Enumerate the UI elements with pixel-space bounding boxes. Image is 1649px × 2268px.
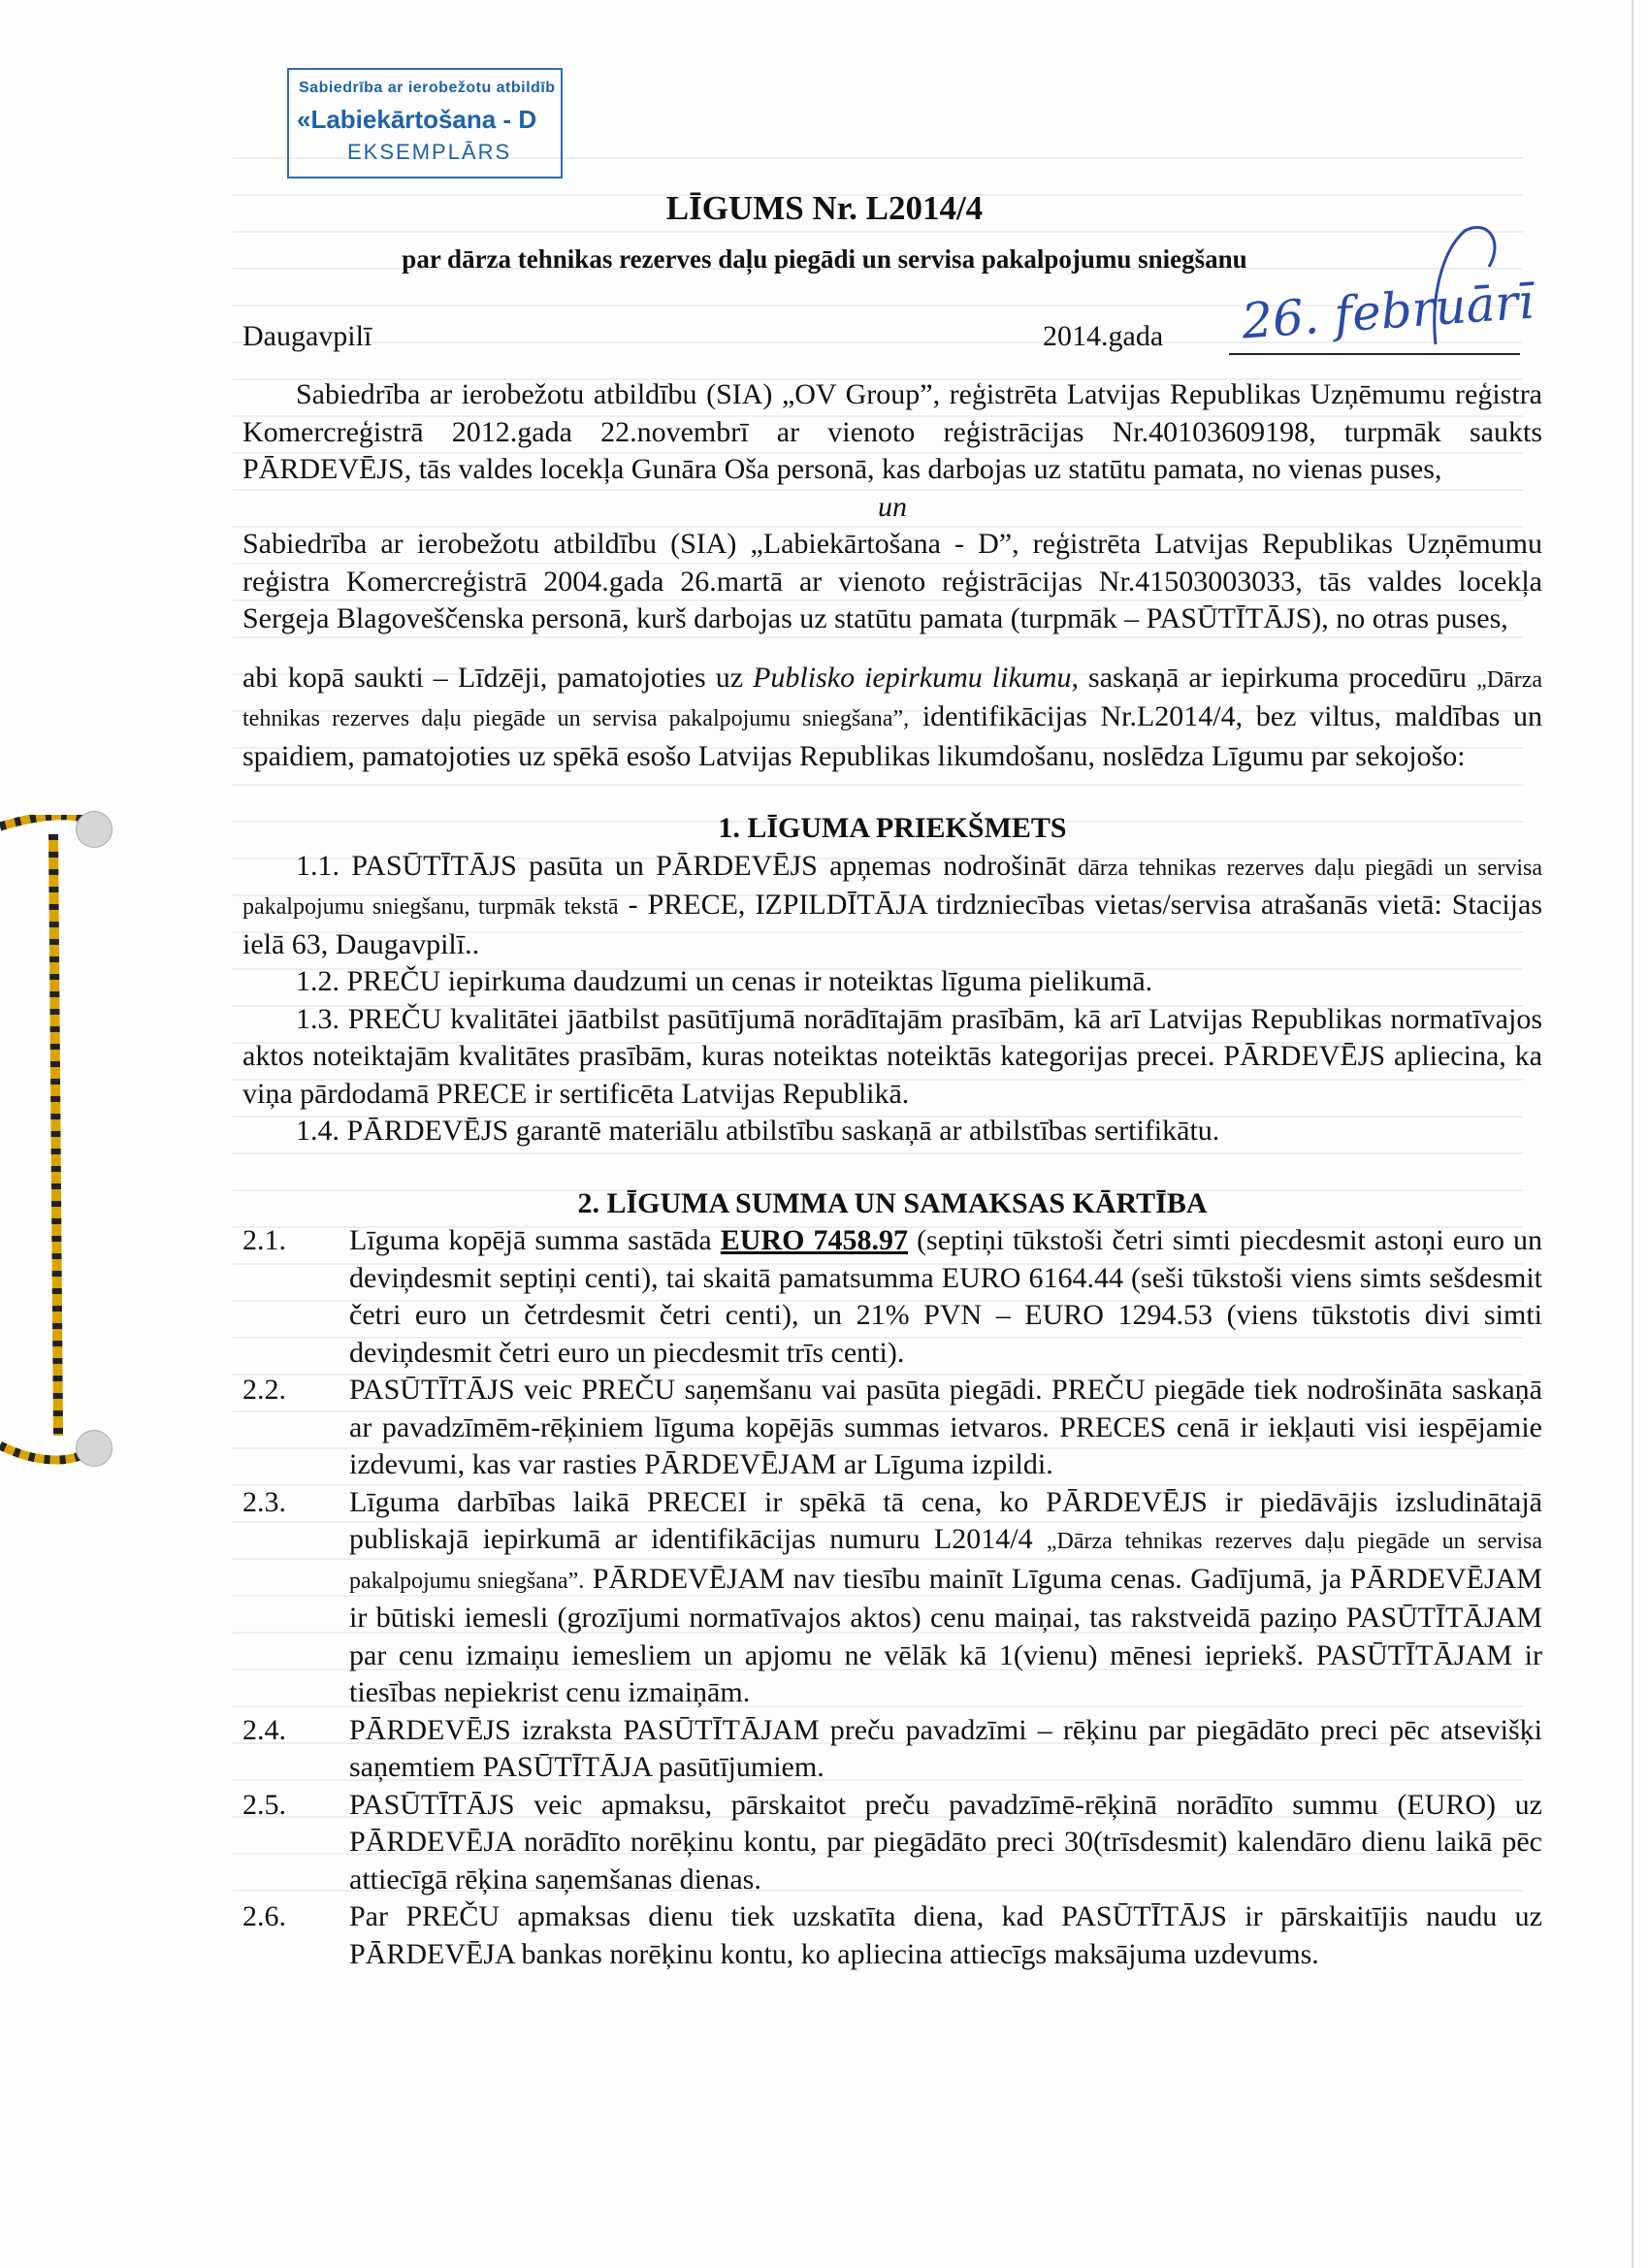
clause-1-1-small: dārza tehnikas rezerves daļu piegādi un servisa pakalpojumu sniegšanu, turpmāk tekstā: [242, 855, 1542, 920]
clause-number: 2.3.: [242, 1485, 286, 1518]
clause-number: 2.4.: [242, 1713, 286, 1746]
clause-2-1-text-b: (septiņi tūkstoši četri simti piecdesmit astoņi euro un deviņdesmit septiņi centi), tai skaitā pamatsumma EURO 6164.44 (seši tūkstoši viens simts sešdesmit četri euro un četrdesmit četri centi), un 21% PVN – EURO 1294.53 (viens tūkstotis divi simti deviņdesmit četri euro un piecdesmit trīs centi).: [349, 1224, 1542, 1369]
binding-ribbon: [0, 815, 116, 1474]
company-stamp: [287, 68, 563, 178]
clause-1-3: 1.3. PREČU kvalitātei jāatbilst pasūtījumā norādītajām prasībām, kā arī Latvijas Republikas normatīvajos aktos noteiktajām kvalitātes prasībām, kuras noteiktas noteiktās kategorijas precei. PĀRDEVĒJS apliecina, ka viņa pārdodamā PRECE ir sertificēta Latvijas Republikā.: [242, 1002, 1542, 1110]
stamp-line-1: Sabiedrība ar ierobežotu atbildīb: [299, 80, 556, 96]
clause-2-1: [242, 1222, 1542, 1372]
clause-2-1-text-a: Līguma kopējā summa sastāda: [349, 1224, 721, 1256]
stamp-line-2: «Labiekārtošana - D: [297, 105, 537, 134]
clause-2-3: [242, 1484, 1542, 1712]
agreement-text-c: identifikācijas Nr.L2014/4, bez viltus, maldības un spaidiem, pamatojoties uz spēkā esošo Latvijas Republikas likumdošanu, noslēdza Līgumu par sekojošo:: [242, 700, 1542, 772]
procedure-name: „Dārza tehnikas rezerves daļu piegāde un servisa pakalpojumu sniegšana”,: [242, 666, 1543, 731]
clause-text: Par PREČU apmaksas dienu tiek uzskatīta diena, kad PASŪTĪTĀJS ir pārskaitījis naudu uz PĀRDEVĒJA bankas norēķinu kontu, ko apliecina attiecīgs maksājuma uzdevums.: [349, 1900, 1542, 1970]
contract-subtitle: par dārza tehnikas rezerves daļu piegādi un servisa pakalpojumu sniegšanu: [402, 244, 1247, 274]
date-underline: [1229, 353, 1520, 355]
section1-heading: 1. LĪGUMA PRIEKŠMETS: [718, 812, 1067, 844]
clause-2-2: [242, 1372, 1542, 1484]
clause-number: 2.1.: [242, 1224, 286, 1256]
clause-2-4: [242, 1712, 1542, 1787]
clause-text: PASŪTĪTĀJS veic apmaksu, pārskaitot preču pavadzīmē-rēķinā norādīto summu (EURO) uz PĀRDEVĒJA norādīto norēķinu kontu, par piegādāto preci 30(trīsdesmit) kalendāro dienu laikā pēc attiecīgā rēķina saņemšanas dienas.: [349, 1788, 1542, 1895]
contract-body: [242, 376, 1542, 1973]
section2-heading: 2. LĪGUMA SUMMA UN SAMAKSAS KĀRTĪBA: [577, 1186, 1208, 1219]
agreement-text-b: saskaņā ar iepirkuma procedūru: [1078, 661, 1477, 694]
clause-text: PASŪTĪTĀJS veic PREČU saņemšanu vai pasūta piegādi. PREČU piegāde tiek nodrošināta saskaņā ar pavadzīmēm-rēķiniem līguma kopējās summas ietvaros. PRECES cenā ir iekļauti visi iespējamie izdevumi, kas var rasties PĀRDEVĒJAM ar Līguma izpildi.: [349, 1374, 1542, 1480]
contract-date-prefix: 2014.gada: [1043, 320, 1164, 352]
clause-1-1: [242, 848, 1542, 964]
clause-1-1-text-a: 1.1. PASŪTĪTĀJS pasūta un PĀRDEVĒJS apņemas nodrošināt: [296, 849, 1079, 882]
clause-2-5: [242, 1787, 1542, 1899]
party1-paragraph: Sabiedrība ar ierobežotu atbildību (SIA) „OV Group”, reģistrēta Latvijas Republikas Uzņēmumu reģistra Komercreģistrā 2012.gada 22.novembrī ar vienoto reģistrācijas Nr.40103609198, turpmāk saukts PĀRDEVĒJS, tās valdes locekļa Gunāra Oša personā, kas darbojas uz statūtu pamata, no vienas puses,: [242, 378, 1542, 485]
party2-paragraph: Sabiedrība ar ierobežotu atbildību (SIA) „Labiekārtošana - D”, reģistrēta Latvijas Republikas Uzņēmumu reģistra Komercreģistrā 2004.gada 26.martā ar vienoto reģistrācijas Nr.41503003033, tās valdes locekļa Sergeja Blagoveščenska personā, kurš darbojas uz statūtu pamata (turpmāk – PASŪTĪTĀJS), no otras puses,: [242, 528, 1542, 634]
contract-title: LĪGUMS Nr. L2014/4: [665, 189, 984, 227]
stamp-line-3: EKSEMPLĀRS: [347, 140, 512, 164]
agreement-paragraph: [242, 660, 1542, 776]
and-word: un: [878, 490, 907, 523]
binding-hole-top: [76, 811, 113, 848]
total-sum: EURO 7458.97: [720, 1224, 909, 1256]
clause-number: 2.2.: [242, 1374, 286, 1406]
contract-place: Daugavpilī: [242, 320, 372, 352]
clause-2-3-small: „Dārza tehnikas rezerves daļu piegāde un servisa pakalpojumu sniegšana”.: [349, 1529, 1542, 1594]
clause-text: [349, 1484, 1542, 1712]
clause-1-4: 1.4. PĀRDEVĒJS garantē materiālu atbilstību saskaņā ar atbilstības sertifikātu.: [296, 1115, 1220, 1147]
clause-2-6: [242, 1898, 1542, 1973]
clause-number: 2.5.: [242, 1788, 286, 1821]
page-edge: [1632, 0, 1633, 2268]
clause-2-3-text-a: Līguma darbības laikā PRECEI ir spēkā tā cena, ko PĀRDEVĒJS ir piedāvājis izsludinātajā publiskajā iepirkumā ar identifikācijas numuru L2014/4: [349, 1485, 1542, 1555]
agreement-text-a: abi kopā saukti – Līdzēji, pamatojoties uz: [242, 661, 754, 694]
clause-number: 2.6.: [242, 1900, 286, 1932]
clause-text: PĀRDEVĒJS izraksta PASŪTĪTĀJAM preču pavadzīmi – rēķinu par piegādāto preci pēc atsevišķi saņemtiem PASŪTĪTĀJA pasūtījumiem.: [349, 1713, 1542, 1783]
clause-2-3-text-b: PĀRDEVĒJAM nav tiesību mainīt Līguma cenas. Gadījumā, ja PĀRDEVĒJAM ir būtiski iemesli (grozījumi normatīvajos aktos) cenu maiņai, tas rakstveidā paziņo PASŪTĪTĀJAM par cenu izmaiņu iemesliem un apjomu ne vēlāk kā 1(vienu) mēnesi iepriekš. PASŪTĪTĀJAM ir tiesības nepiekrist cenu izmaiņām.: [349, 1562, 1542, 1708]
law-name: Publisko iepirkumu likumu,: [753, 661, 1079, 694]
clause-1-2: 1.2. PREČU iepirkuma daudzumi un cenas ir noteiktas līguma pielikumā.: [296, 965, 1153, 997]
clause-1-1-text-b: - PRECE, IZPILDĪTĀJA tirdzniecības vietas/servisa atrašanās vietā: Stacijas ielā 63, Daugavpilī..: [242, 889, 1542, 960]
handwritten-date: 26. februārī: [1240, 273, 1536, 350]
binding-hole-bottom: [76, 1430, 113, 1467]
signature-stroke: [1397, 223, 1513, 349]
clause-text: [349, 1222, 1542, 1372]
